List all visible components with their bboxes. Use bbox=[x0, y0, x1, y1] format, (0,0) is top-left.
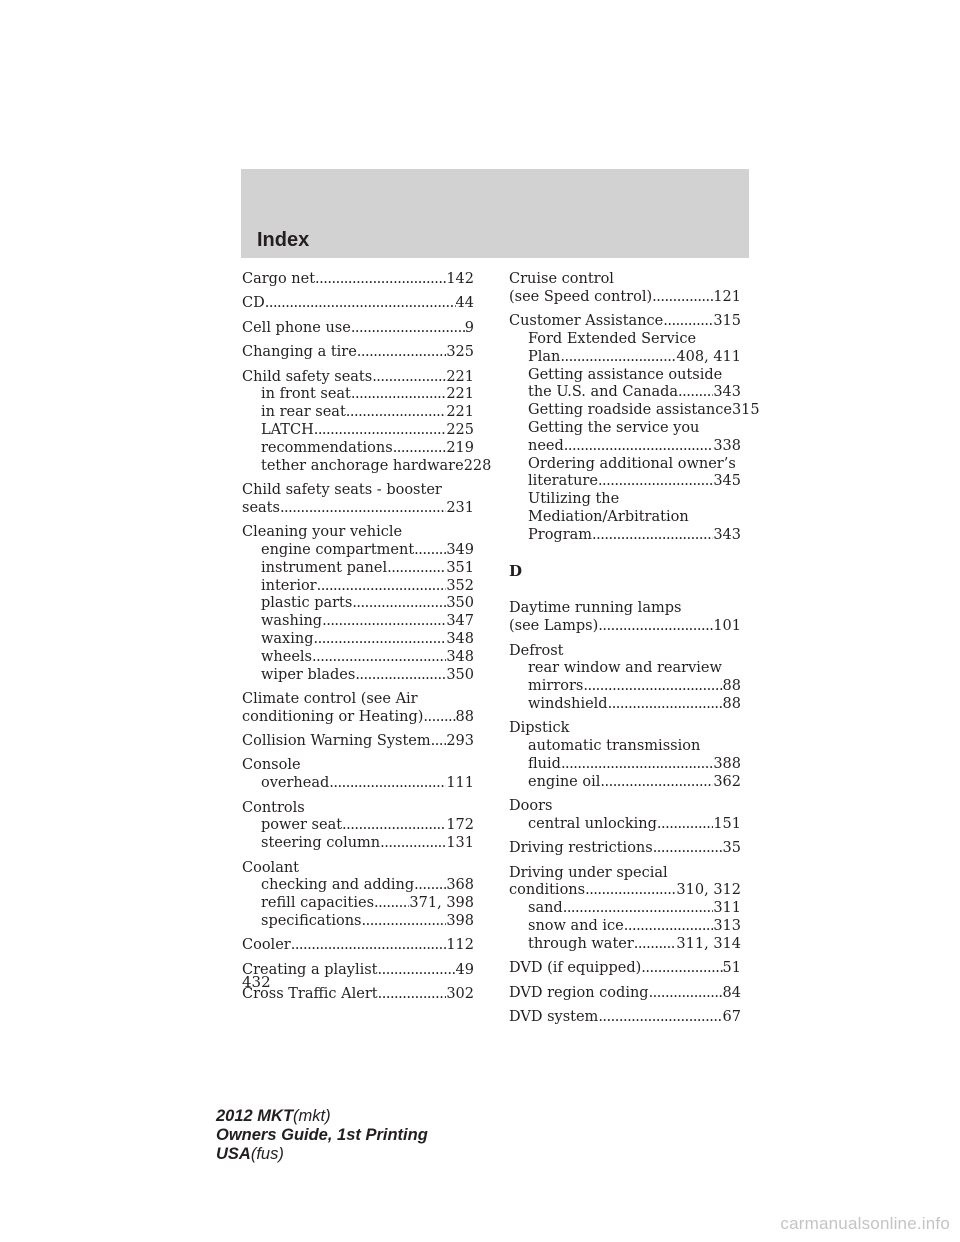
page-reference: 368 bbox=[446, 877, 474, 894]
index-subentry bbox=[509, 491, 741, 509]
index-entry-line bbox=[509, 840, 741, 858]
page-reference: 131 bbox=[446, 835, 474, 852]
page-reference: 398 bbox=[446, 913, 474, 930]
page-reference: 172 bbox=[446, 817, 474, 834]
index-subentry bbox=[242, 457, 492, 476]
entry-text: tether anchorage hardware bbox=[261, 457, 464, 474]
dot-leader bbox=[634, 936, 677, 954]
dot-leader bbox=[317, 578, 447, 596]
entry-text: wiper blades bbox=[261, 666, 356, 683]
index-subentry bbox=[242, 877, 474, 895]
index-subentry bbox=[509, 816, 741, 834]
index-entry-line bbox=[242, 986, 474, 1004]
index-subentry bbox=[509, 473, 741, 491]
entry-text: Cell phone use bbox=[242, 319, 351, 336]
dot-leader bbox=[652, 289, 713, 307]
index-entry bbox=[242, 482, 474, 518]
entry-text: the U.S. and Canada bbox=[528, 384, 679, 401]
index-subentry bbox=[242, 386, 474, 404]
index-subentry bbox=[242, 440, 474, 458]
dot-leader bbox=[663, 313, 713, 331]
page-reference: 348 bbox=[446, 648, 474, 665]
index-entry-line bbox=[509, 600, 741, 618]
dot-leader bbox=[346, 404, 447, 422]
index-subentry bbox=[242, 422, 474, 440]
page-reference: 348 bbox=[446, 630, 474, 647]
page-reference: 221 bbox=[446, 404, 474, 421]
entry-text: in rear seat bbox=[261, 404, 346, 421]
entry-text: Child safety seats bbox=[242, 368, 373, 385]
dot-leader bbox=[329, 775, 446, 793]
index-entry-line bbox=[242, 500, 474, 518]
page-reference: 362 bbox=[713, 773, 741, 790]
dot-leader bbox=[314, 422, 447, 440]
index-entry-line bbox=[242, 691, 474, 709]
dot-leader bbox=[563, 900, 714, 918]
index-subentry bbox=[242, 775, 474, 793]
entry-text: Cross Traffic Alert bbox=[242, 986, 378, 1003]
page-reference: 351 bbox=[446, 559, 474, 576]
entry-text: in front seat bbox=[261, 386, 351, 403]
page-reference: 225 bbox=[446, 421, 474, 438]
entry-text: (see Lamps) bbox=[509, 618, 599, 635]
entry-text: Getting assistance outside bbox=[528, 366, 723, 383]
index-subentry bbox=[242, 649, 474, 667]
entry-text: conditioning or Heating) bbox=[242, 708, 424, 725]
dot-leader bbox=[561, 756, 713, 774]
index-subentry bbox=[509, 438, 741, 456]
footer-printing: Owners Guide, 1st Printing bbox=[216, 1126, 428, 1144]
index-entry bbox=[242, 271, 474, 289]
entry-text: Cruise control bbox=[509, 271, 614, 287]
index-entry-line bbox=[242, 320, 474, 338]
dot-leader bbox=[314, 631, 447, 649]
page-reference: 302 bbox=[446, 986, 474, 1003]
index-entry bbox=[509, 271, 741, 307]
dot-leader bbox=[265, 295, 456, 313]
page-reference: 311, 314 bbox=[676, 935, 741, 952]
entry-text: automatic transmission bbox=[528, 738, 701, 755]
index-entry bbox=[509, 600, 741, 636]
entry-text: Console bbox=[242, 757, 301, 774]
dot-leader bbox=[598, 473, 713, 491]
page-reference: 88 bbox=[455, 708, 474, 725]
index-column-left bbox=[242, 271, 492, 1011]
index-entry bbox=[242, 860, 474, 931]
index-entry-line bbox=[242, 295, 474, 313]
entry-text: (see Speed control) bbox=[509, 288, 653, 305]
entry-text: Defrost bbox=[509, 642, 564, 659]
index-entry bbox=[242, 986, 474, 1004]
index-subentry bbox=[509, 918, 741, 936]
index-entry-line bbox=[242, 524, 474, 542]
index-subentry bbox=[509, 384, 741, 402]
index-entry bbox=[509, 720, 741, 791]
index-entry-line bbox=[242, 482, 474, 500]
index-entry-line bbox=[509, 865, 741, 883]
page-reference: 293 bbox=[446, 733, 474, 750]
index-entry-line bbox=[242, 344, 474, 362]
dot-leader bbox=[280, 500, 446, 518]
index-entry-line bbox=[509, 960, 741, 978]
index-entry-line bbox=[509, 313, 741, 331]
entry-text: Coolant bbox=[242, 859, 300, 876]
entry-text: wheels bbox=[261, 648, 312, 665]
page-reference: 221 bbox=[446, 368, 474, 385]
index-subentry bbox=[509, 696, 741, 714]
page-reference: 388 bbox=[713, 755, 741, 772]
page-reference: 101 bbox=[713, 618, 741, 635]
dot-leader bbox=[431, 733, 447, 751]
entry-text: specifications bbox=[261, 913, 362, 930]
index-entry-line bbox=[509, 618, 741, 636]
footer-market: USA bbox=[216, 1145, 251, 1163]
index-entry-line bbox=[509, 882, 741, 900]
index-entry bbox=[242, 691, 474, 727]
index-entry bbox=[509, 865, 741, 954]
entry-text: Getting roadside assistance bbox=[528, 402, 732, 419]
index-entry bbox=[242, 524, 474, 684]
index-entry-line bbox=[509, 1009, 741, 1027]
page-reference: 347 bbox=[446, 613, 474, 630]
dot-leader bbox=[585, 882, 676, 900]
entry-text: Plan bbox=[528, 348, 561, 365]
dot-leader bbox=[608, 696, 723, 714]
index-subentry bbox=[509, 331, 741, 349]
index-subentry bbox=[509, 420, 741, 438]
index-entry bbox=[509, 313, 760, 544]
entry-text: instrument panel bbox=[261, 559, 388, 576]
page-reference: 67 bbox=[722, 1009, 741, 1026]
page-reference: 219 bbox=[446, 439, 474, 456]
entry-text: sand bbox=[528, 900, 563, 917]
index-subentry bbox=[509, 936, 741, 954]
page-reference: 311 bbox=[713, 900, 741, 917]
entry-text: Child safety seats - booster bbox=[242, 481, 442, 498]
page-reference: 325 bbox=[446, 344, 474, 361]
index-entry bbox=[509, 798, 741, 834]
index-subentry bbox=[242, 631, 474, 649]
page-reference: 112 bbox=[446, 937, 474, 954]
index-entry-line bbox=[242, 271, 474, 289]
index-subentry bbox=[242, 895, 474, 913]
dot-leader bbox=[414, 542, 446, 560]
index-subentry bbox=[509, 402, 760, 420]
entry-text: snow and ice bbox=[528, 918, 624, 935]
entry-text: Collision Warning System bbox=[242, 733, 431, 750]
entry-text: overhead bbox=[261, 775, 330, 792]
entry-text: Ford Extended Service bbox=[528, 330, 697, 347]
index-entry-line bbox=[509, 289, 741, 307]
index-entry bbox=[242, 368, 492, 476]
index-subentry bbox=[242, 613, 474, 631]
index-letter-heading: D bbox=[509, 561, 523, 580]
index-subentry bbox=[509, 738, 741, 756]
index-subentry bbox=[242, 817, 474, 835]
dot-leader bbox=[624, 918, 714, 936]
index-entry-line bbox=[509, 985, 741, 1003]
entry-text: literature bbox=[528, 473, 598, 490]
page-reference: 343 bbox=[713, 384, 741, 401]
index-column-right bbox=[509, 271, 760, 1033]
dot-leader bbox=[414, 877, 446, 895]
index-subentry bbox=[509, 774, 741, 792]
index-entry bbox=[242, 295, 474, 313]
index-subentry bbox=[509, 678, 741, 696]
entry-text: Daytime running lamps bbox=[509, 600, 682, 617]
index-subentry bbox=[242, 578, 474, 596]
entry-text: DVD (if equipped) bbox=[509, 960, 642, 977]
entry-text: interior bbox=[261, 577, 317, 594]
entry-text: Cargo net bbox=[242, 271, 316, 287]
page-reference: 142 bbox=[446, 271, 474, 287]
dot-leader bbox=[378, 962, 456, 980]
dot-leader bbox=[361, 913, 446, 931]
dot-leader bbox=[352, 595, 446, 613]
page-reference: 349 bbox=[446, 541, 474, 558]
dot-leader bbox=[653, 840, 723, 858]
section-header bbox=[241, 169, 749, 258]
page-reference: 315 bbox=[713, 313, 741, 330]
index-subentry bbox=[509, 367, 741, 385]
dot-leader bbox=[372, 369, 446, 387]
entry-text: LATCH bbox=[261, 421, 314, 438]
index-entry bbox=[509, 1009, 741, 1027]
entry-text: washing bbox=[261, 613, 323, 630]
page-reference: 84 bbox=[722, 984, 741, 1001]
dot-leader bbox=[291, 937, 447, 955]
page-reference: 350 bbox=[446, 595, 474, 612]
dot-leader bbox=[315, 271, 446, 289]
index-entry-line bbox=[509, 798, 741, 816]
index-entry-line bbox=[242, 709, 474, 727]
dot-leader bbox=[351, 386, 446, 404]
index-entry bbox=[242, 800, 474, 853]
entry-text: Climate control (see Air bbox=[242, 690, 418, 707]
entry-text: DVD region coding bbox=[509, 984, 649, 1001]
index-entry-line bbox=[509, 720, 741, 738]
watermark: carmanualsonline.info bbox=[780, 1214, 950, 1233]
index-entry bbox=[242, 937, 474, 955]
dot-leader bbox=[649, 985, 723, 1003]
entry-text: Driving under special bbox=[509, 864, 668, 881]
index-entry bbox=[242, 320, 474, 338]
dot-leader bbox=[592, 527, 713, 545]
entry-text: Mediation/Arbitration bbox=[528, 508, 689, 525]
page-reference: 221 bbox=[446, 386, 474, 403]
dot-leader bbox=[357, 344, 447, 362]
index-entry bbox=[509, 960, 741, 978]
entry-text: refill capacities bbox=[261, 895, 375, 912]
page-reference: 49 bbox=[455, 961, 474, 978]
dot-leader bbox=[657, 816, 713, 834]
entry-text: waxing bbox=[261, 630, 314, 647]
entry-text: Utilizing the bbox=[528, 491, 620, 508]
entry-text: plastic parts bbox=[261, 595, 353, 612]
entry-text: engine oil bbox=[528, 773, 601, 790]
entry-text: need bbox=[528, 437, 564, 454]
page-reference: 352 bbox=[446, 577, 474, 594]
index-entry-line bbox=[242, 733, 474, 751]
index-subentry bbox=[242, 667, 474, 685]
entry-text: CD bbox=[242, 295, 265, 312]
index-entry-line bbox=[509, 271, 741, 289]
entry-text: DVD system bbox=[509, 1009, 599, 1026]
entry-text: fluid bbox=[528, 755, 561, 772]
entry-text: Cooler bbox=[242, 937, 291, 954]
page-reference: 228 bbox=[463, 457, 492, 474]
entry-text: Changing a tire bbox=[242, 344, 357, 361]
page-reference: 9 bbox=[464, 319, 474, 336]
index-subentry bbox=[509, 900, 741, 918]
page-reference: 345 bbox=[713, 473, 741, 490]
page-reference: 310, 312 bbox=[676, 882, 741, 899]
footer-market-code: (fus) bbox=[250, 1145, 284, 1163]
entry-text: through water bbox=[528, 935, 634, 952]
entry-text: mirrors bbox=[528, 678, 584, 695]
index-entry bbox=[509, 643, 741, 714]
page-reference: 408, 411 bbox=[676, 348, 741, 365]
entry-text: seats bbox=[242, 499, 280, 516]
dot-leader bbox=[423, 709, 455, 727]
index-entry bbox=[509, 985, 741, 1003]
dot-leader bbox=[564, 438, 714, 456]
page-reference: 121 bbox=[713, 288, 741, 305]
dot-leader bbox=[393, 440, 447, 458]
entry-text: Program bbox=[528, 526, 593, 543]
index-subentry bbox=[509, 756, 741, 774]
index-subentry bbox=[509, 527, 741, 545]
document-footer bbox=[216, 1107, 428, 1164]
dot-leader bbox=[678, 384, 713, 402]
index-subentry bbox=[242, 542, 474, 560]
section-title: Index bbox=[257, 229, 310, 251]
index-subentry bbox=[242, 835, 474, 853]
index-subentry bbox=[509, 509, 741, 527]
index-subentry bbox=[509, 456, 741, 474]
dot-leader bbox=[378, 986, 447, 1004]
index-entry-line bbox=[242, 962, 474, 980]
dot-leader bbox=[560, 349, 676, 367]
index-entry bbox=[242, 733, 474, 751]
index-entry bbox=[242, 344, 474, 362]
index-subentry bbox=[242, 404, 474, 422]
dot-leader bbox=[380, 835, 446, 853]
dot-leader bbox=[374, 895, 409, 913]
dot-leader bbox=[387, 560, 446, 578]
page-reference: 35 bbox=[722, 840, 741, 857]
entry-text: recommendations bbox=[261, 439, 393, 456]
dot-leader bbox=[342, 817, 446, 835]
dot-leader bbox=[322, 613, 446, 631]
page-reference: 151 bbox=[713, 815, 741, 832]
index-entry-line bbox=[242, 860, 474, 878]
page-reference: 350 bbox=[446, 666, 474, 683]
dot-leader bbox=[600, 774, 713, 792]
page-reference: 88 bbox=[722, 695, 741, 712]
entry-text: conditions bbox=[509, 882, 586, 899]
dot-leader bbox=[641, 960, 722, 978]
index-entry-line bbox=[242, 800, 474, 818]
index-subentry bbox=[509, 349, 741, 367]
index-subentry bbox=[242, 595, 474, 613]
entry-text: Getting the service you bbox=[528, 419, 700, 436]
page-reference: 111 bbox=[446, 775, 474, 792]
entry-text: Driving restrictions bbox=[509, 840, 653, 857]
index-subentry bbox=[242, 560, 474, 578]
entry-text: Doors bbox=[509, 798, 553, 815]
entry-text: Dipstick bbox=[509, 720, 570, 737]
dot-leader bbox=[598, 1009, 722, 1027]
footer-model-code: (mkt) bbox=[293, 1107, 331, 1125]
index-entry bbox=[242, 962, 474, 980]
index-entry bbox=[242, 757, 474, 793]
entry-text: rear window and rearview bbox=[528, 660, 722, 677]
entry-text: checking and adding bbox=[261, 877, 415, 894]
index-subentry bbox=[242, 913, 474, 931]
index-entry-line bbox=[509, 643, 741, 661]
entry-text: Ordering additional owner’s bbox=[528, 455, 736, 472]
entry-text: steering column bbox=[261, 835, 381, 852]
dot-leader bbox=[312, 649, 446, 667]
page-reference: 88 bbox=[722, 678, 741, 695]
page-reference: 44 bbox=[455, 295, 474, 312]
index-entry bbox=[509, 840, 741, 858]
page-reference: 51 bbox=[722, 960, 741, 977]
index-subentry bbox=[509, 660, 741, 678]
page-reference: 231 bbox=[446, 499, 474, 516]
index-entry-line bbox=[242, 937, 474, 955]
page-reference: 313 bbox=[713, 918, 741, 935]
entry-text: windshield bbox=[528, 695, 608, 712]
entry-text: Customer Assistance bbox=[509, 313, 664, 330]
entry-text: Cleaning your vehicle bbox=[242, 524, 403, 541]
dot-leader bbox=[598, 618, 713, 636]
footer-model: 2012 MKT bbox=[216, 1107, 294, 1125]
dot-leader bbox=[355, 667, 446, 685]
dot-leader bbox=[583, 678, 722, 696]
page-number: 432 bbox=[242, 973, 271, 991]
page-reference: 371, 398 bbox=[409, 895, 474, 912]
entry-text: power seat bbox=[261, 817, 343, 834]
entry-text: central unlocking bbox=[528, 815, 657, 832]
index-entry-line bbox=[242, 369, 474, 387]
page-reference: 338 bbox=[713, 437, 741, 454]
index-entry-line bbox=[242, 757, 474, 775]
entry-text: Controls bbox=[242, 799, 305, 816]
dot-leader bbox=[351, 320, 465, 338]
page-reference: 343 bbox=[713, 526, 741, 543]
entry-text: Creating a playlist bbox=[242, 961, 378, 978]
page-reference: 315 bbox=[731, 402, 760, 419]
entry-text: engine compartment bbox=[261, 541, 415, 558]
